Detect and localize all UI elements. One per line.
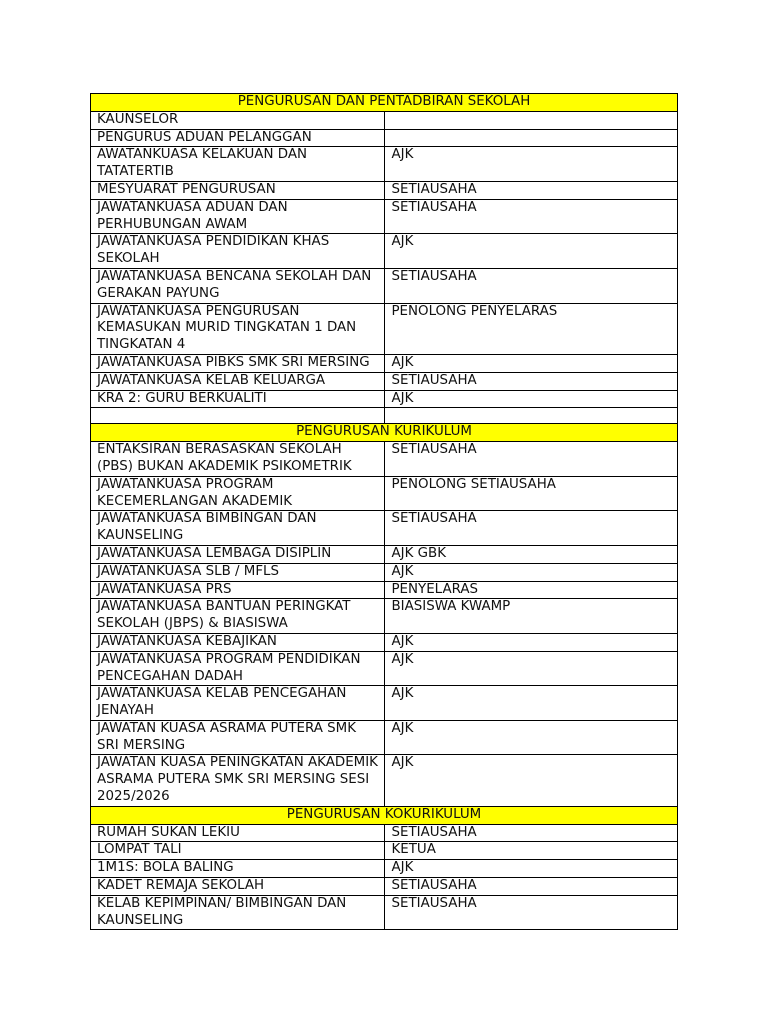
table-row [91, 563, 678, 581]
committee-cell [91, 408, 385, 424]
table-row [91, 268, 678, 303]
table-row [91, 755, 678, 806]
role-cell: AJK [385, 563, 678, 581]
table-row [91, 511, 678, 546]
role-cell: SETIAUSAHA [385, 181, 678, 199]
table-row [91, 234, 678, 269]
table-row [91, 686, 678, 721]
table-row [91, 651, 678, 686]
role-cell: AJK [385, 234, 678, 269]
role-cell: AJK [385, 755, 678, 806]
role-cell [385, 408, 678, 424]
table-row [91, 581, 678, 599]
table-row [91, 824, 678, 842]
committee-cell: JAWATAN KUASA ASRAMA PUTERA SMK SRI MERSING [91, 720, 385, 755]
committee-cell: JAWATANKUASA PROGRAM PENDIDIKAN PENCEGAHAN DADAH [91, 651, 385, 686]
committee-cell: JAWATANKUASA ADUAN DAN PERHUBUNGAN AWAM [91, 199, 385, 234]
committee-cell: JAWATANKUASA PIBKS SMK SRI MERSING [91, 354, 385, 372]
committee-cell: JAWATANKUASA KELAB PENCEGAHAN JENAYAH [91, 686, 385, 721]
table-row [91, 895, 678, 930]
table-row [91, 545, 678, 563]
committee-cell: JAWATANKUASA PENDIDIKAN KHAS SEKOLAH [91, 234, 385, 269]
role-cell: PENOLONG SETIAUSAHA [385, 476, 678, 511]
role-cell: SETIAUSAHA [385, 268, 678, 303]
committee-cell: 1M1S: BOLA BALING [91, 860, 385, 878]
section-header-pentadbiran [91, 94, 678, 112]
table-row [91, 860, 678, 878]
role-cell [385, 111, 678, 129]
role-cell: AJK [385, 651, 678, 686]
committee-cell: JAWATAN KUASA PENINGKATAN AKADEMIK ASRAMA PUTERA SMK SRI MERSING SESI 2025/2026 [91, 755, 385, 806]
table-row [91, 878, 678, 896]
committee-cell: JAWATANKUASA LEMBAGA DISIPLIN [91, 545, 385, 563]
table-row [91, 633, 678, 651]
committee-cell: KELAB KEPIMPINAN/ BIMBINGAN DAN KAUNSELING [91, 895, 385, 930]
committee-cell: LOMPAT TALI [91, 842, 385, 860]
table-row [91, 599, 678, 634]
role-cell: AJK GBK [385, 545, 678, 563]
section-title: PENGURUSAN DAN PENTADBIRAN SEKOLAH [91, 94, 678, 112]
role-cell: KETUA [385, 842, 678, 860]
table-row [91, 390, 678, 408]
duties-table-body [91, 94, 678, 930]
role-cell: SETIAUSAHA [385, 372, 678, 390]
role-cell: AJK [385, 147, 678, 182]
role-cell: PENOLONG PENYELARAS [385, 303, 678, 354]
committee-cell: ENTAKSIRAN BERASASKAN SEKOLAH (PBS) BUKAN AKADEMIK PSIKOMETRIK [91, 442, 385, 477]
role-cell: AJK [385, 860, 678, 878]
role-cell: AJK [385, 720, 678, 755]
role-cell: SETIAUSAHA [385, 895, 678, 930]
section-title: PENGURUSAN KURIKULUM [91, 424, 678, 442]
table-row [91, 476, 678, 511]
table-row [91, 181, 678, 199]
committee-cell: JAWATANKUASA PRS [91, 581, 385, 599]
table-row [91, 354, 678, 372]
committee-cell: JAWATANKUASA BIMBINGAN DAN KAUNSELING [91, 511, 385, 546]
section-header-kokurikulum [91, 806, 678, 824]
role-cell: PENYELARAS [385, 581, 678, 599]
role-cell [385, 129, 678, 147]
role-cell: AJK [385, 633, 678, 651]
table-row [91, 147, 678, 182]
committee-cell: JAWATANKUASA BANTUAN PERINGKAT SEKOLAH (JBPS) & BIASISWA [91, 599, 385, 634]
committee-cell: MESYUARAT PENGURUSAN [91, 181, 385, 199]
table-row [91, 129, 678, 147]
role-cell: AJK [385, 354, 678, 372]
table-row [91, 111, 678, 129]
role-cell: SETIAUSAHA [385, 878, 678, 896]
table-row [91, 199, 678, 234]
role-cell: SETIAUSAHA [385, 511, 678, 546]
committee-cell: JAWATANKUASA PENGURUSAN KEMASUKAN MURID TINGKATAN 1 DAN TINGKATAN 4 [91, 303, 385, 354]
role-cell: BIASISWA KWAMP [385, 599, 678, 634]
committee-cell: KAUNSELOR [91, 111, 385, 129]
role-cell: SETIAUSAHA [385, 442, 678, 477]
committee-cell: JAWATANKUASA KEBAJIKAN [91, 633, 385, 651]
committee-cell: AWATANKUASA KELAKUAN DAN TATATERTIB [91, 147, 385, 182]
role-cell: AJK [385, 390, 678, 408]
committee-cell: RUMAH SUKAN LEKIU [91, 824, 385, 842]
empty-row [91, 408, 678, 424]
table-row [91, 442, 678, 477]
table-row [91, 303, 678, 354]
role-cell: AJK [385, 686, 678, 721]
table-row [91, 842, 678, 860]
section-header-kurikulum [91, 424, 678, 442]
committee-cell: PENGURUS ADUAN PELANGGAN [91, 129, 385, 147]
section-title: PENGURUSAN KOKURIKULUM [91, 806, 678, 824]
committee-cell: JAWATANKUASA PROGRAM KECEMERLANGAN AKADEMIK [91, 476, 385, 511]
table-row [91, 372, 678, 390]
committee-cell: JAWATANKUASA BENCANA SEKOLAH DAN GERAKAN PAYUNG [91, 268, 385, 303]
committee-cell: KRA 2: GURU BERKUALITI [91, 390, 385, 408]
table-row [91, 720, 678, 755]
committee-cell: KADET REMAJA SEKOLAH [91, 878, 385, 896]
committee-cell: JAWATANKUASA SLB / MFLS [91, 563, 385, 581]
duties-table [90, 93, 678, 930]
role-cell: SETIAUSAHA [385, 824, 678, 842]
committee-cell: JAWATANKUASA KELAB KELUARGA [91, 372, 385, 390]
role-cell: SETIAUSAHA [385, 199, 678, 234]
